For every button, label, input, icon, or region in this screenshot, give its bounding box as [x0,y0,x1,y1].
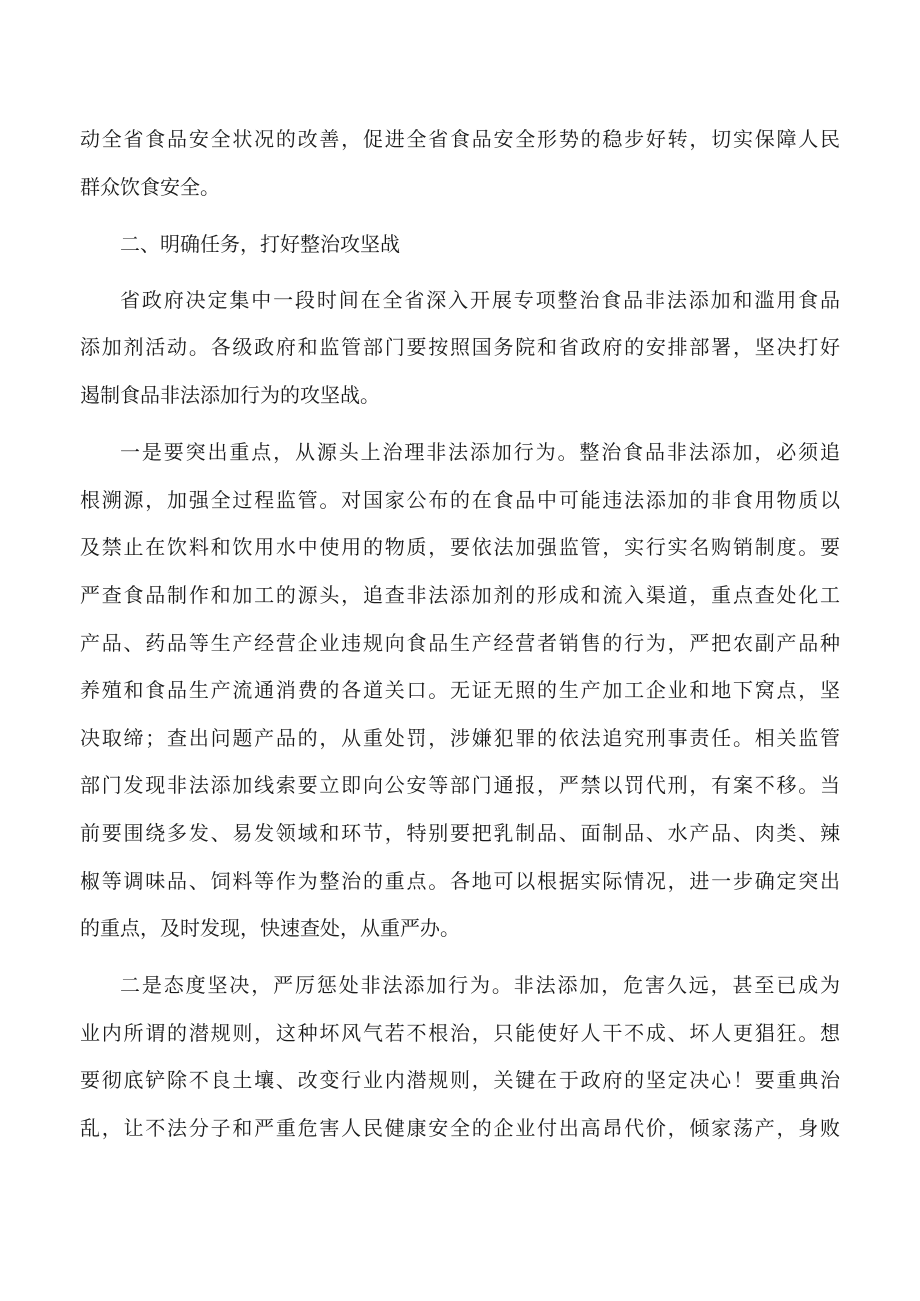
text-line: 要彻底铲除不良土壤、改变行业内潜规则，关键在于政府的坚定决心！要重典治 [80,1068,840,1092]
text-line: 根溯源，加强全过程监管。对国家公布的在食品中可能违法添加的非食用物质以 [80,488,840,512]
text-line: 的重点，及时发现，快速查处，从重严办。 [80,916,460,940]
text-line: 省政府决定集中一段时间在全省深入开展专项整治食品非法添加和滥用食品 [120,288,840,312]
text-line: 养殖和食品生产流通消费的各道关口。无证无照的生产加工企业和地下窝点，坚 [80,678,840,702]
text-line: 椒等调味品、饲料等作为整治的重点。各地可以根据实际情况，进一步确定突出 [80,869,840,893]
text-line: 产品、药品等生产经营企业违规向食品生产经营者销售的行为，严把农副产品种 [80,631,840,655]
text-line: 决取缔；查出问题产品的，从重处罚，涉嫌犯罪的依法追究刑事责任。相关监管 [80,726,840,750]
text-line: 二是态度坚决，严厉惩处非法添加行为。非法添加，危害久远，甚至已成为 [120,973,840,997]
text-line: 业内所谓的潜规则，这种坏风气若不根治，只能使好人干不成、坏人更猖狂。想 [80,1021,840,1045]
text-line: 一是要突出重点，从源头上治理非法添加行为。整治食品非法添加，必须追 [120,440,840,464]
text-line: 前要围绕多发、易发领域和环节，特别要把乳制品、面制品、水产品、肉类、辣 [80,821,840,845]
text-line: 群众饮食安全。 [80,175,220,199]
text-line: 乱，让不法分子和严重危害人民健康安全的企业付出高昂代价，倾家荡产，身败 [80,1116,840,1140]
text-line: 遏制食品非法添加行为的攻坚战。 [80,383,380,407]
text-line: 添加剂活动。各级政府和监管部门要按照国务院和省政府的安排部署，坚决打好 [80,335,840,359]
text-line: 严查食品制作和加工的源头，追查非法添加剂的形成和流入渠道，重点查处化工 [80,583,840,607]
text-line: 及禁止在饮料和饮用水中使用的物质，要依法加强监管，实行实名购销制度。要 [80,535,840,559]
text-line: 部门发现非法添加线索要立即向公安等部门通报，严禁以罚代刑，有案不移。当 [80,773,840,797]
text-line: 动全省食品安全状况的改善，促进全省食品安全形势的稳步好转，切实保障人民 [80,127,840,151]
section-heading: 二、明确任务，打好整治攻坚战 [120,232,400,256]
